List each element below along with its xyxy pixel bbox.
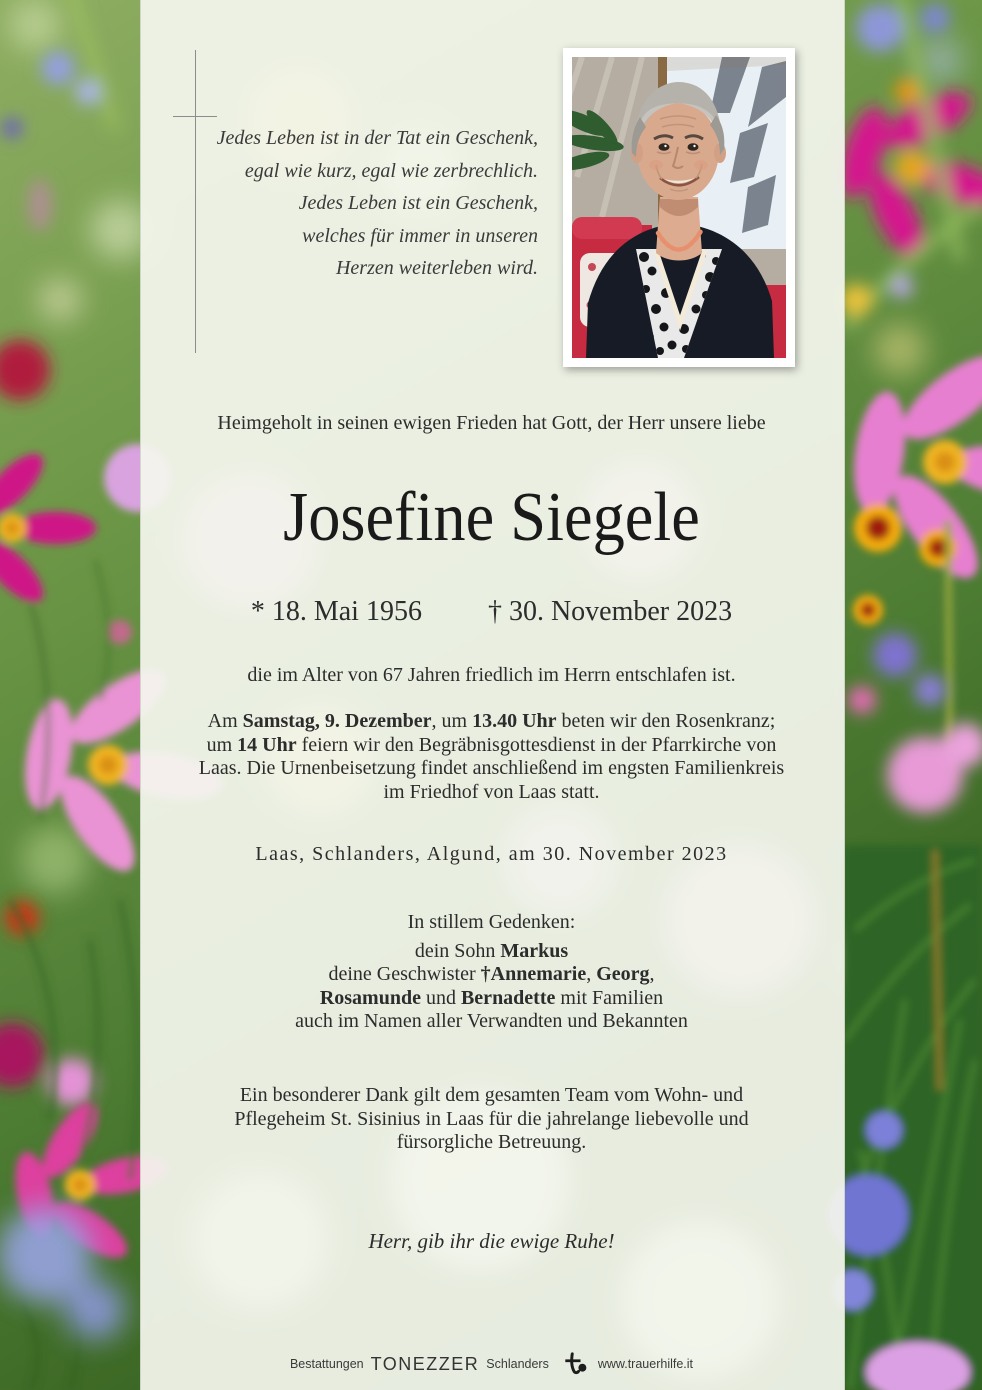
age-line: die im Alter von 67 Jahren friedlich im Herrn entschlafen ist. <box>247 664 736 686</box>
footer <box>140 1352 843 1376</box>
text-line: Am Samstag, 9. Dezember, um 13.40 Uhr beten wir den Rosenkranz; <box>207 710 776 732</box>
text-line: deine Geschwister †Annemarie, Georg, <box>328 963 655 986</box>
text-line: Jedes Leben ist in der Tat ein Geschenk, <box>216 127 538 149</box>
life-dates <box>140 596 843 628</box>
text-line: um 14 Uhr feiern wir den Begräbnisgottesdienst in der Pfarrkirche von <box>206 733 777 756</box>
funeral-home-name: TONEZZER <box>370 1353 480 1374</box>
text-line: Jedes Leben ist ein Geschenk, <box>298 192 538 215</box>
funeral-notice <box>140 710 843 804</box>
birth-symbol: * <box>250 596 265 627</box>
website-text: www.trauerhilfe.it <box>597 1357 694 1371</box>
remembrance-heading: In stillem Gedenken: <box>407 911 576 933</box>
text-line: egal wie kurz, egal wie zerbrechlich. <box>244 159 538 182</box>
poem <box>217 122 538 285</box>
death-cross-symbol: † <box>487 596 502 627</box>
deceased-name: Josefine Siegele <box>283 479 700 556</box>
text-line: Rosamunde und Bernadette mit Familien <box>319 986 664 1009</box>
text-line: dein Sohn Markus <box>414 940 569 962</box>
trauerhilfe-logo-icon <box>561 1352 589 1376</box>
closing-prayer: Herr, gib ihr die ewige Ruhe! <box>368 1229 615 1253</box>
text-line: Ein besonderer Dank gilt dem gesamten Team vom Wohn- und <box>239 1084 744 1106</box>
funeral-home-location: Schlanders <box>486 1357 549 1371</box>
text-line: auch im Namen aller Verwandten und Bekannten <box>295 1009 688 1032</box>
mourners-list <box>140 940 843 1033</box>
intro-line: Heimgeholt in seinen ewigen Frieden hat Gott, der Herr unsere liebe <box>217 412 766 434</box>
memorial-cross-icon <box>173 116 217 117</box>
portrait-photo <box>563 48 795 367</box>
text-line: Pflegeheim St. Sisinius in Laas für die jahrelange liebevolle und <box>234 1107 749 1130</box>
places-date-line: Laas, Schlanders, Algund, am 30. November 2023 <box>255 843 728 865</box>
thanks-paragraph <box>140 1084 843 1155</box>
text-line: Herzen weiterleben wird. <box>335 257 538 280</box>
text-line: im Friedhof von Laas statt. <box>383 780 600 803</box>
memorial-cross-icon <box>195 50 196 353</box>
text-line: fürsorgliche Betreuung. <box>396 1131 587 1153</box>
death-date: † 30. November 2023 <box>487 596 733 627</box>
text-line: welches für immer in unseren <box>302 224 538 247</box>
text-line: Laas. Die Urnenbeisetzung findet anschließend im engsten Familienkreis <box>198 757 785 779</box>
birth-date: * 18. Mai 1956 <box>250 596 422 627</box>
funeral-home-prefix: Bestattungen <box>289 1357 364 1371</box>
